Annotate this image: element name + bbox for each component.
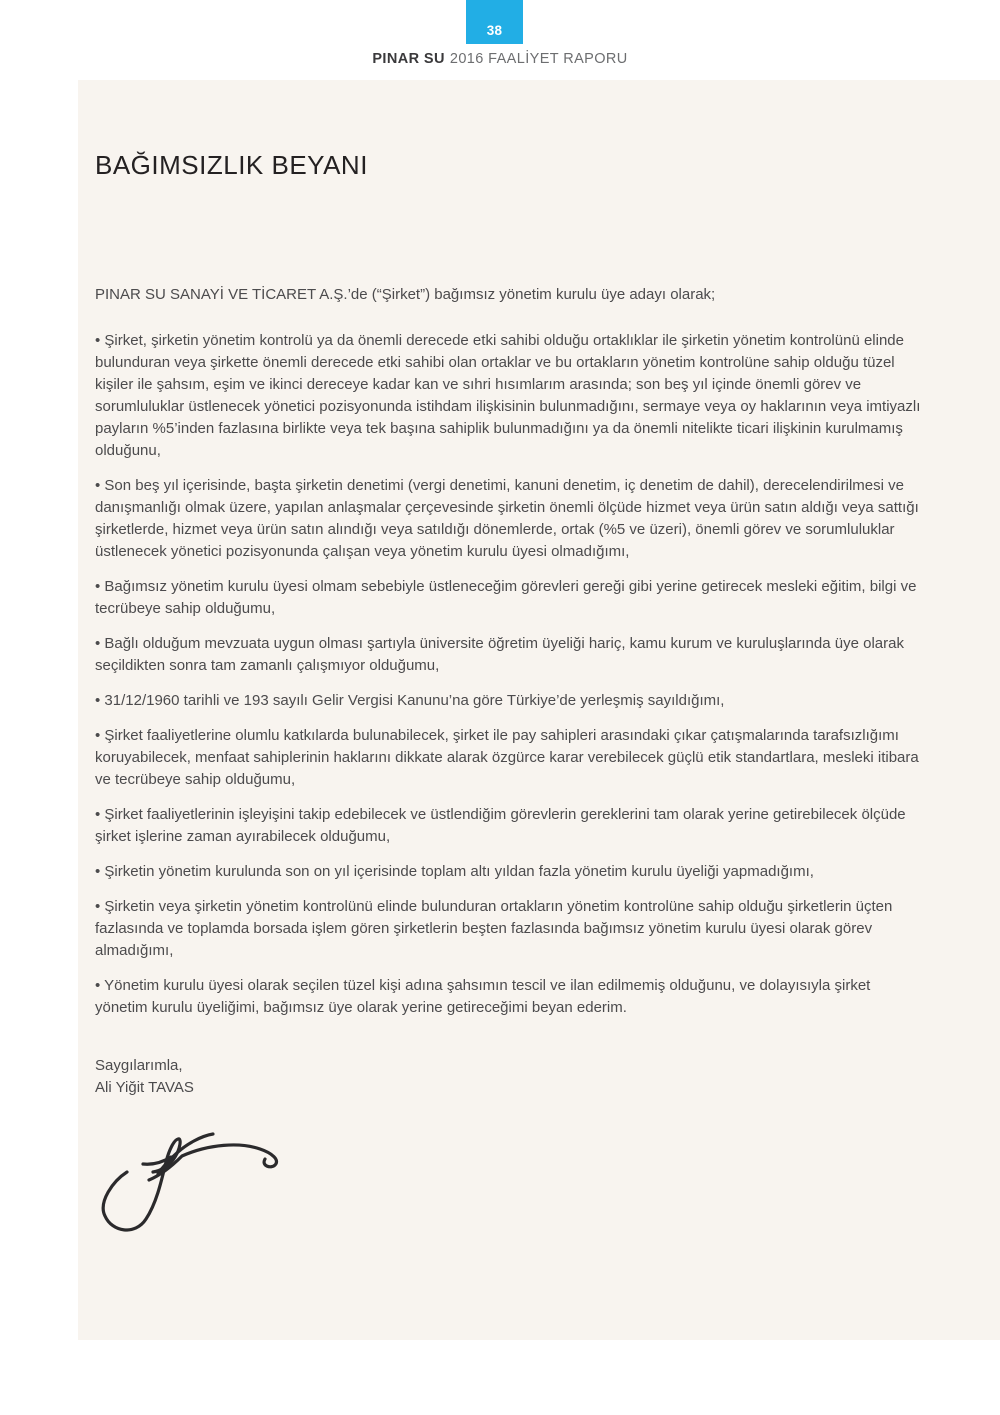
page-number: 38 bbox=[486, 23, 503, 38]
report-title: 2016 FAALİYET RAPORU bbox=[449, 51, 628, 67]
intro-paragraph: PINAR SU SANAYİ VE TİCARET A.Ş.’de (“Şirket”) bağımsız yönetim kurulu üye adayı olarak; bbox=[95, 286, 716, 303]
bullet-paragraph-4: • Bağlı olduğum mevzuata uygun olması şartıyla üniversite öğretim üyeliği hariç, kamu kurum ve kuruluşlarında üye olarak seçildikten sonra tam zamanlı çalışmıyor olduğumu, bbox=[95, 635, 904, 674]
bullet-paragraph-5: • 31/12/1960 tarihli ve 193 sayılı Gelir Vergisi Kanunu’na göre Türkiye’de yerleşmiş sayıldığımı, bbox=[95, 692, 725, 709]
report-header bbox=[0, 51, 1000, 67]
bullet-paragraph-10: • Yönetim kurulu üyesi olarak seçilen tüzel kişi adına şahsımın tescil ve ilan edilmemiş olduğunu, ve dolayısıyla şirket yönetim kurulu üyeliğimi, bağımsız üye olarak yerine getireceğimi beyan ederim. bbox=[95, 977, 871, 1016]
signatory-name: Ali Yiğit TAVAS bbox=[95, 1079, 194, 1096]
brand-name: PINAR SU bbox=[372, 51, 445, 67]
section-title: BAĞIMSIZLIK BEYANI bbox=[95, 150, 368, 180]
content-panel bbox=[78, 80, 1000, 1340]
handwritten-signature-icon bbox=[83, 1115, 363, 1255]
declaration-body bbox=[95, 284, 925, 1099]
bullet-paragraph-3: • Bağımsız yönetim kurulu üyesi olmam sebebiyle üstleneceğim görevleri gereği gibi yerine getirecek mesleki eğitim, bilgi ve tecrübeye sahip olduğumu, bbox=[95, 578, 917, 617]
bullet-paragraph-8: • Şirketin yönetim kurulunda son on yıl içerisinde toplam altı yıldan fazla yönetim kurulu üyeliği yapmadığımı, bbox=[95, 863, 814, 880]
closing-salutation: Saygılarımla, bbox=[95, 1057, 183, 1074]
bullet-paragraph-7: • Şirket faaliyetlerinin işleyişini takip edebilecek ve üstlendiğim görevlerin gereklerini tam olarak yerine getirebilecek ölçüde şirket işlerine zaman ayırabilecek olduğumu, bbox=[95, 806, 906, 845]
bullet-paragraph-9: • Şirketin veya şirketin yönetim kontrolünü elinde bulunduran ortakların yönetim kontrolüne sahip olduğu şirketlerin üçten fazlasında ve toplamda borsada işlem gören şirketlerin beşten fazlasında bağımsız yönetim kurulu üyesi olarak görev almadığımı, bbox=[95, 898, 893, 959]
bullet-paragraph-1: • Şirket, şirketin yönetim kontrolü ya da önemli derecede etki sahibi olduğu ortaklıklar ile şirketin yönetim kontrolünü elinde bulunduran veya şirkette önemli derecede etki sahibi olan ortaklar ve bu ortakların yönetim kontrolüne sahip olduğu tüzel kişiler ile şahsım, eşim ve ikinci dereceye kadar kan ve sıhri hısımlarım arasında; son beş yıl içinde önemli görev ve sorumluluklar üstlenecek yönetici pozisyonunda istihdam ilişkisinin bulunmadığını, sermaye veya oy haklarının veya imtiyazlı payların %5’inden fazlasına birlikte veya tek başına sahiplik bulunmadığını ya da önemli nitelikte ticari ilişkinin kurulmamış olduğunu, bbox=[95, 332, 921, 459]
page-number-tab bbox=[466, 0, 523, 44]
bullet-paragraph-2: • Son beş yıl içerisinde, başta şirketin denetimi (vergi denetimi, kanuni denetim, iç denetim de dahil), derecelendirilmesi ve danışmanlığı olmak üzere, yapılan anlaşmalar çerçevesinde şirketin önemli ölçüde hizmet veya ürün satın aldığı veya sattığı şirketlerde, hizmet veya ürün satın alındığı veya satıldığı dönemlerde, ortak (%5 ve üzeri), önemli görev ve sorumluluklar üstlenecek yönetici pozisyonunda çalışan veya yönetim kurulu üyesi olmadığımı, bbox=[95, 477, 919, 560]
bullet-paragraph-6: • Şirket faaliyetlerine olumlu katkılarda bulunabilecek, şirket ile pay sahipleri arasındaki çıkar çatışmalarında tarafsızlığımı koruyabilecek, menfaat sahiplerinin haklarını dikkate alarak özgürce karar verebilecek güçlü etik standartlara, mesleki itibara ve tecrübeye sahip olduğumu, bbox=[95, 727, 919, 788]
